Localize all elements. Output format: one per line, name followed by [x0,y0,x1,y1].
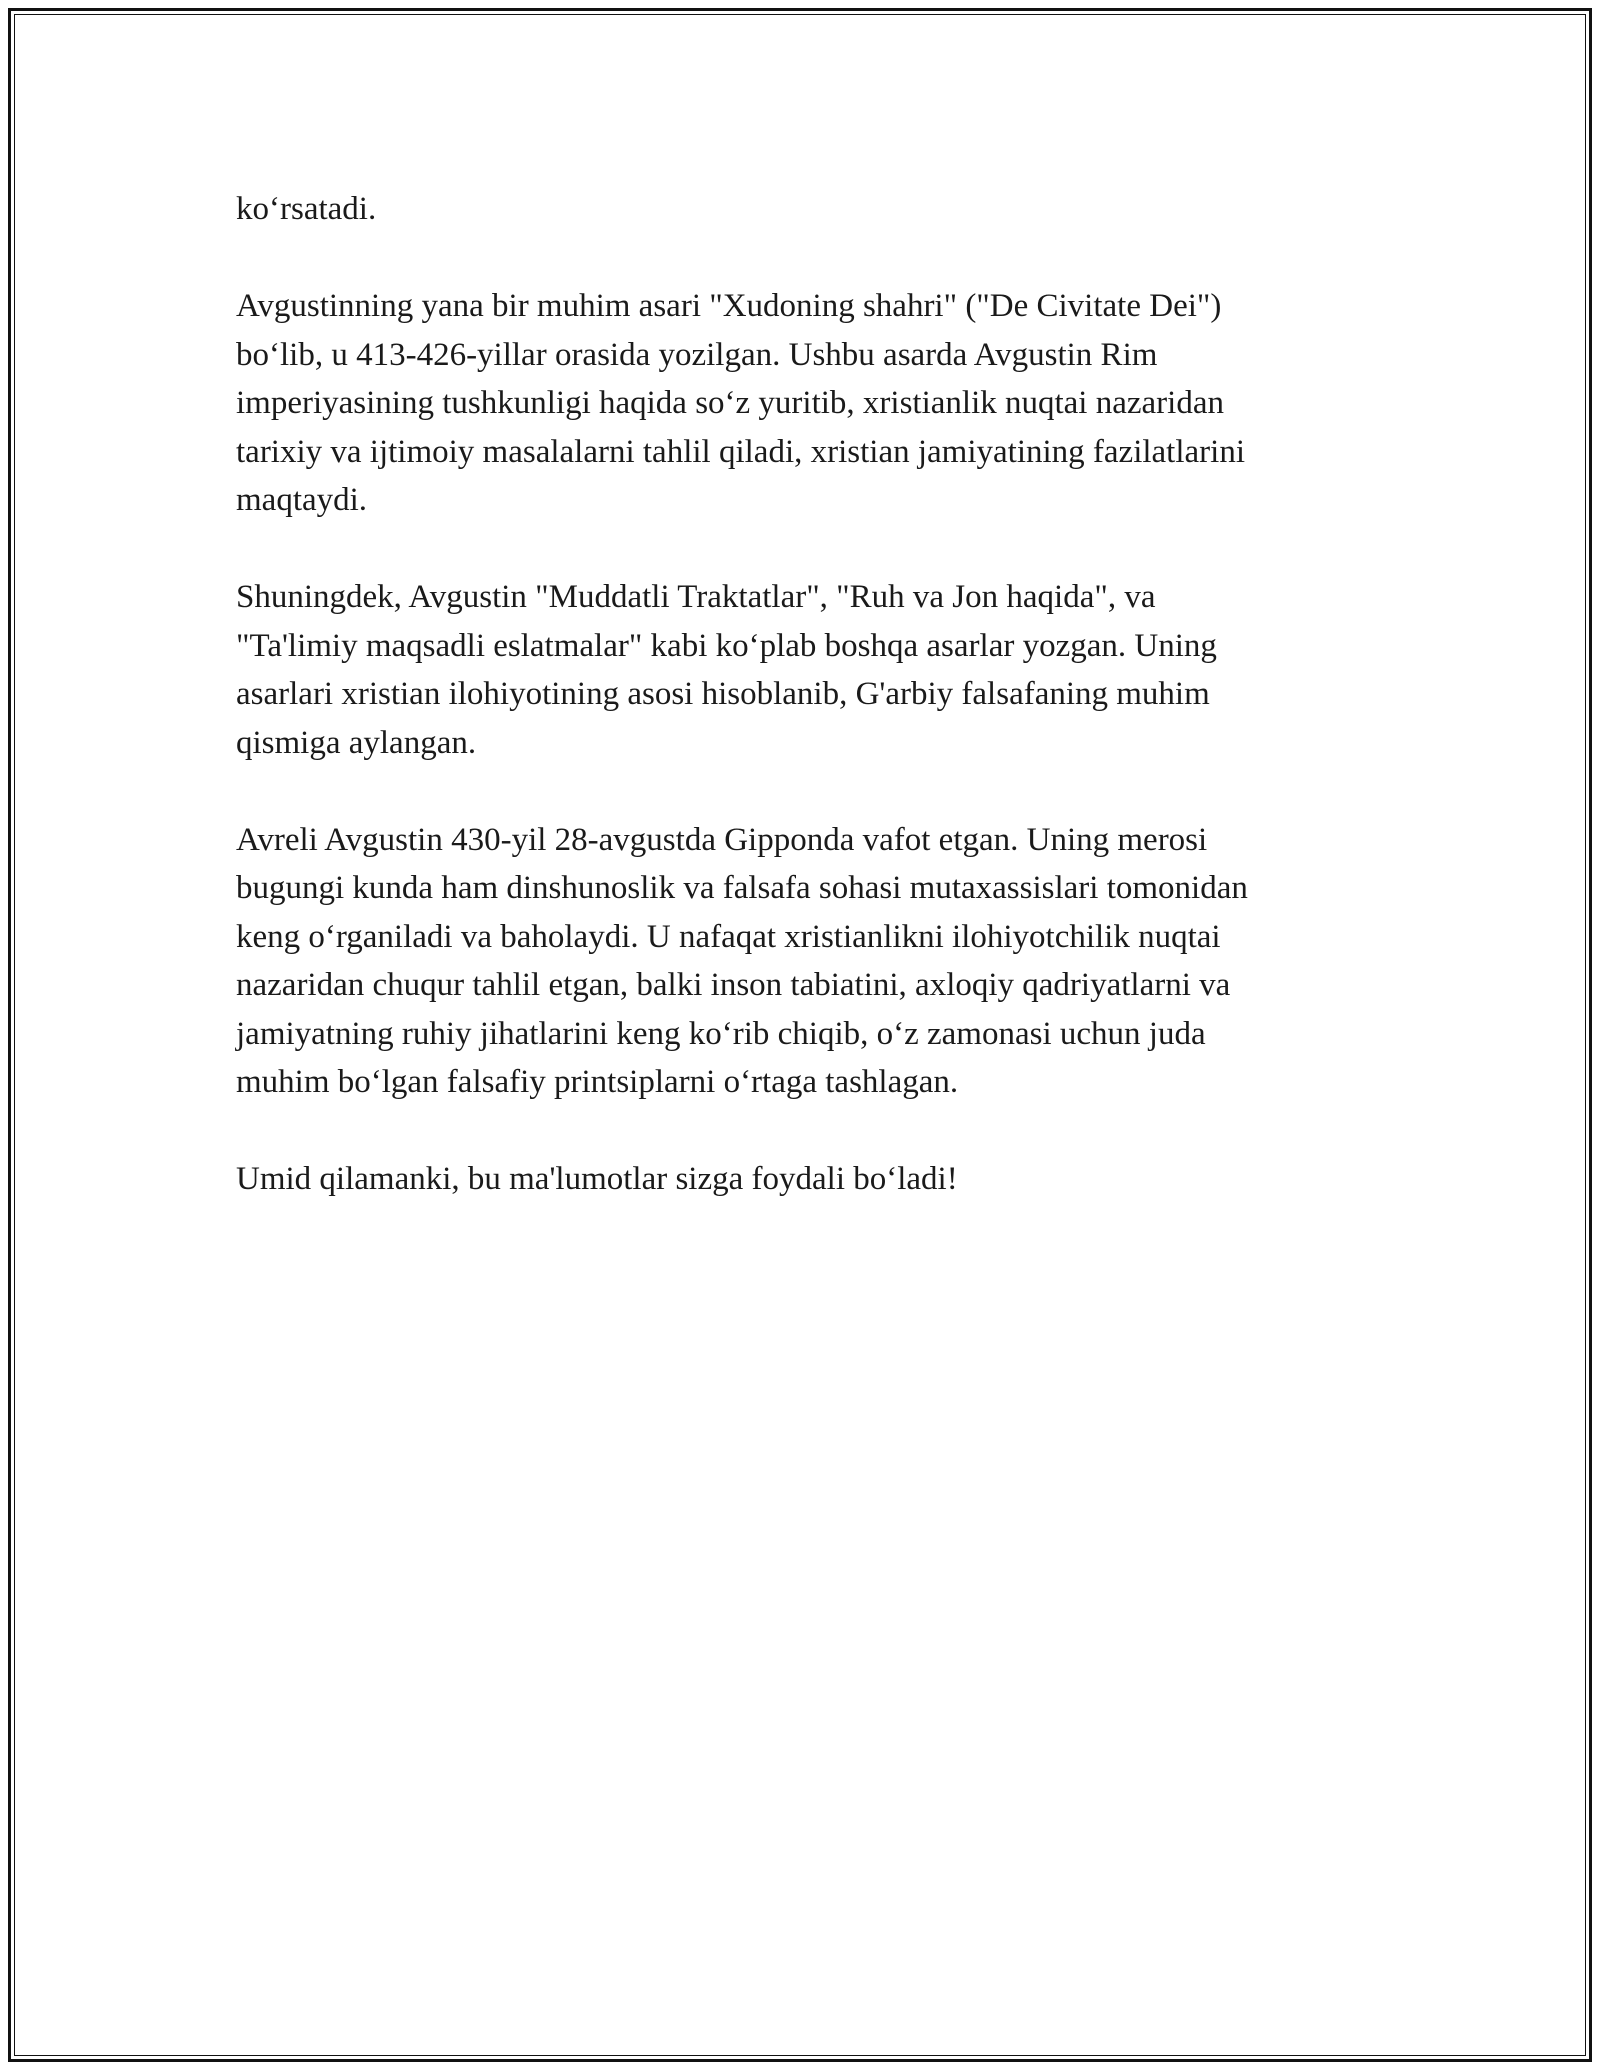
paragraph-continuation: ko‘rsatadi. [236,191,377,227]
document-body [236,185,1376,1252]
paragraph-closing: Umid qilamanki, bu ma'lumotlar sizga foydali bo‘ladi! [236,1161,958,1197]
paragraph-de-civitate-dei: Avgustinning yana bir muhim asari "Xudoning shahri" ("De Civitate Dei") bo‘lib, u 413-426-yillar orasida yozilgan. Ushbu asarda Avgustin Rim imperiyasining tushkunligi haqida so‘z yuritib, xristianlik nuqtai nazaridan tarixiy va ijtimoiy masalalarni tahlil qiladi, xristian jamiyatining fazilatlarini maqtaydi. [236,288,1245,518]
paragraph-other-works: Shuningdek, Avgustin "Muddatli Traktatlar", "Ruh va Jon haqida", va "Ta'limiy maqsadli eslatmalar" kabi ko‘plab boshqa asarlar yozgan. Uning asarlari xristian ilohiyotining asosi hisoblanib, G'arbiy falsafaning muhim qismiga aylangan. [236,579,1217,761]
paragraph-death-and-legacy: Avreli Avgustin 430-yil 28-avgustda Gipponda vafot etgan. Uning merosi bugungi kunda ham dinshunoslik va falsafa sohasi mutaxassislari tomonidan keng o‘rganiladi va baholaydi. U nafaqat xristianlikni ilohiyotchilik nuqtai nazaridan chuqur tahlil etgan, balki inson tabiatini, axloqiy qadriyatlarni va jamiyatning ruhiy jihatlarini keng ko‘rib chiqib, o‘z zamonasi uchun juda muhim bo‘lgan falsafiy printsiplarni o‘rtaga tashlagan. [236,821,1248,1100]
